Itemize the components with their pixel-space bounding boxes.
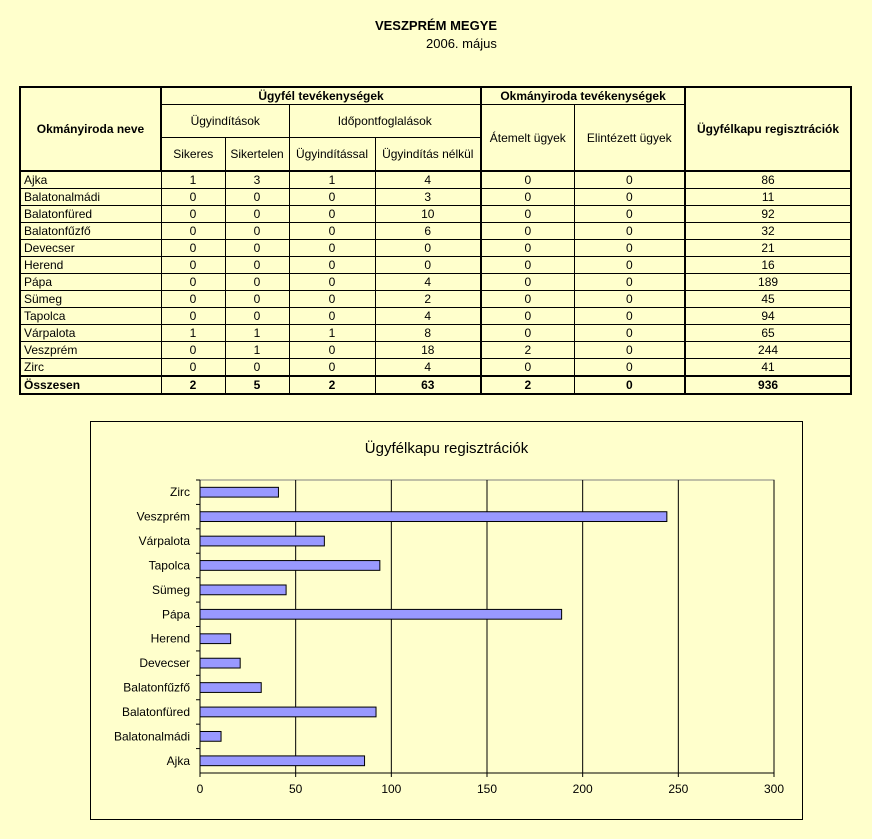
elintezett-cell: 0 bbox=[574, 223, 685, 240]
bar bbox=[200, 756, 365, 766]
elintezett-cell: 0 bbox=[574, 240, 685, 257]
y-tick-label: Devecser bbox=[139, 656, 190, 671]
bar bbox=[200, 561, 380, 571]
x-tick-label: 0 bbox=[196, 782, 204, 796]
atemelt-cell: 0 bbox=[481, 189, 574, 206]
nelkul-cell: 0 bbox=[375, 240, 481, 257]
table-row bbox=[20, 171, 851, 189]
chart-container bbox=[90, 421, 803, 820]
bar bbox=[200, 609, 562, 619]
sikertelen-cell: 0 bbox=[225, 206, 289, 223]
x-tick-label: 200 bbox=[572, 782, 593, 796]
sikertelen-cell: 5 bbox=[225, 376, 289, 394]
table-row bbox=[20, 342, 851, 359]
bar bbox=[200, 683, 261, 693]
y-tick-label: Sümeg bbox=[151, 582, 190, 597]
nelkul-cell: 6 bbox=[375, 223, 481, 240]
ugyinditassal-cell: 1 bbox=[289, 325, 375, 342]
atemelt-cell: 0 bbox=[481, 308, 574, 325]
header-settled: Elintézett ügyek bbox=[574, 105, 685, 172]
regisztracio-cell: 94 bbox=[685, 308, 851, 325]
regisztracio-cell: 244 bbox=[685, 342, 851, 359]
bar bbox=[200, 512, 667, 522]
office-name-cell: Herend bbox=[20, 257, 161, 274]
office-name-cell: Pápa bbox=[20, 274, 161, 291]
sikeres-cell: 0 bbox=[161, 342, 225, 359]
sikeres-cell: 0 bbox=[161, 206, 225, 223]
office-name-cell: Várpalota bbox=[20, 325, 161, 342]
ugyinditassal-cell: 0 bbox=[289, 206, 375, 223]
sikertelen-cell: 0 bbox=[225, 308, 289, 325]
header-with-initiation: Ügyindítással bbox=[289, 138, 375, 172]
regisztracio-cell: 32 bbox=[685, 223, 851, 240]
atemelt-cell: 0 bbox=[481, 206, 574, 223]
atemelt-cell: 0 bbox=[481, 274, 574, 291]
nelkul-cell: 4 bbox=[375, 171, 481, 189]
x-tick-label: 300 bbox=[763, 782, 785, 796]
regisztracio-cell: 936 bbox=[685, 376, 851, 394]
bar bbox=[200, 634, 231, 644]
ugyinditassal-cell: 0 bbox=[289, 257, 375, 274]
table-row bbox=[20, 223, 851, 240]
page-date: 2006. május bbox=[426, 36, 497, 51]
nelkul-cell: 3 bbox=[375, 189, 481, 206]
office-name-cell: Balatonfüred bbox=[20, 206, 161, 223]
regisztracio-cell: 41 bbox=[685, 359, 851, 377]
regisztracio-cell: 92 bbox=[685, 206, 851, 223]
y-tick-label: Tapolca bbox=[148, 558, 190, 573]
header-success: Sikeres bbox=[161, 138, 225, 172]
ugyinditassal-cell: 1 bbox=[289, 171, 375, 189]
atemelt-cell: 0 bbox=[481, 223, 574, 240]
total-row bbox=[20, 376, 851, 394]
table-row bbox=[20, 308, 851, 325]
office-name-cell: Veszprém bbox=[20, 342, 161, 359]
elintezett-cell: 0 bbox=[574, 342, 685, 359]
table-row bbox=[20, 274, 851, 291]
table-row bbox=[20, 189, 851, 206]
sikertelen-cell: 0 bbox=[225, 291, 289, 308]
sikertelen-cell: 0 bbox=[225, 240, 289, 257]
regisztracio-cell: 16 bbox=[685, 257, 851, 274]
nelkul-cell: 63 bbox=[375, 376, 481, 394]
sikertelen-cell: 1 bbox=[225, 342, 289, 359]
office-name-cell: Balatonalmádi bbox=[20, 189, 161, 206]
bar-chart bbox=[91, 422, 802, 819]
x-tick-label: 50 bbox=[288, 782, 303, 796]
header-portal-registrations: Ügyfélkapu regisztrációk bbox=[685, 87, 851, 171]
page-title: VESZPRÉM MEGYE bbox=[374, 18, 498, 33]
office-name-cell: Ajka bbox=[20, 171, 161, 189]
nelkul-cell: 4 bbox=[375, 359, 481, 377]
nelkul-cell: 4 bbox=[375, 308, 481, 325]
header-office-name: Okmányiroda neve bbox=[20, 87, 161, 171]
bar bbox=[200, 487, 278, 497]
nelkul-cell: 8 bbox=[375, 325, 481, 342]
elintezett-cell: 0 bbox=[574, 325, 685, 342]
atemelt-cell: 2 bbox=[481, 342, 574, 359]
bar bbox=[200, 536, 324, 546]
bar bbox=[200, 585, 286, 595]
sikertelen-cell: 0 bbox=[225, 359, 289, 377]
ugyinditassal-cell: 0 bbox=[289, 189, 375, 206]
header-office-activities: Okmányiroda tevékenységek bbox=[481, 87, 685, 105]
sikeres-cell: 0 bbox=[161, 240, 225, 257]
office-name-cell: Zirc bbox=[20, 359, 161, 377]
sikeres-cell: 2 bbox=[161, 376, 225, 394]
ugyinditassal-cell: 0 bbox=[289, 223, 375, 240]
nelkul-cell: 2 bbox=[375, 291, 481, 308]
ugyinditassal-cell: 0 bbox=[289, 359, 375, 377]
header-without-initiation: Ügyindítás nélkül bbox=[375, 138, 481, 172]
atemelt-cell: 0 bbox=[481, 257, 574, 274]
y-tick-label: Várpalota bbox=[138, 534, 190, 549]
bar bbox=[200, 658, 240, 668]
sikertelen-cell: 3 bbox=[225, 171, 289, 189]
table-row bbox=[20, 359, 851, 377]
nelkul-cell: 4 bbox=[375, 274, 481, 291]
elintezett-cell: 0 bbox=[574, 171, 685, 189]
atemelt-cell: 2 bbox=[481, 376, 574, 394]
elintezett-cell: 0 bbox=[574, 257, 685, 274]
elintezett-cell: 0 bbox=[574, 291, 685, 308]
atemelt-cell: 0 bbox=[481, 240, 574, 257]
header-appointments: Időpontfoglalások bbox=[289, 105, 481, 138]
header-initiations: Ügyindítások bbox=[161, 105, 289, 138]
table-row bbox=[20, 240, 851, 257]
table-row bbox=[20, 291, 851, 308]
regisztracio-cell: 21 bbox=[685, 240, 851, 257]
elintezett-cell: 0 bbox=[574, 308, 685, 325]
sikeres-cell: 0 bbox=[161, 291, 225, 308]
header-transferred: Átemelt ügyek bbox=[481, 105, 574, 172]
x-tick-label: 150 bbox=[476, 782, 498, 796]
atemelt-cell: 0 bbox=[481, 359, 574, 377]
ugyinditassal-cell: 0 bbox=[289, 240, 375, 257]
y-tick-label: Herend bbox=[150, 631, 190, 646]
office-name-cell: Devecser bbox=[20, 240, 161, 257]
ugyinditassal-cell: 0 bbox=[289, 308, 375, 325]
table-row bbox=[20, 325, 851, 342]
sikeres-cell: 0 bbox=[161, 359, 225, 377]
ugyinditassal-cell: 0 bbox=[289, 274, 375, 291]
sikertelen-cell: 0 bbox=[225, 189, 289, 206]
elintezett-cell: 0 bbox=[574, 189, 685, 206]
elintezett-cell: 0 bbox=[574, 359, 685, 377]
y-tick-label: Veszprém bbox=[136, 509, 190, 524]
nelkul-cell: 18 bbox=[375, 342, 481, 359]
y-tick-label: Ajka bbox=[166, 753, 190, 768]
elintezett-cell: 0 bbox=[574, 376, 685, 394]
sikeres-cell: 0 bbox=[161, 223, 225, 240]
sikertelen-cell: 0 bbox=[225, 257, 289, 274]
office-name-cell: Összesen bbox=[20, 376, 161, 394]
statistics-table bbox=[19, 86, 852, 395]
atemelt-cell: 0 bbox=[481, 325, 574, 342]
office-name-cell: Sümeg bbox=[20, 291, 161, 308]
chart-title: Ügyfélkapu regisztrációk bbox=[364, 440, 529, 457]
header-fail: Sikertelen bbox=[225, 138, 289, 172]
x-tick-label: 100 bbox=[381, 782, 402, 796]
sikertelen-cell: 0 bbox=[225, 274, 289, 291]
bar bbox=[200, 731, 221, 741]
ugyinditassal-cell: 2 bbox=[289, 376, 375, 394]
sikeres-cell: 0 bbox=[161, 257, 225, 274]
regisztracio-cell: 189 bbox=[685, 274, 851, 291]
regisztracio-cell: 65 bbox=[685, 325, 851, 342]
sikertelen-cell: 0 bbox=[225, 223, 289, 240]
sikeres-cell: 0 bbox=[161, 308, 225, 325]
y-tick-label: Pápa bbox=[161, 607, 190, 622]
regisztracio-cell: 45 bbox=[685, 291, 851, 308]
regisztracio-cell: 86 bbox=[685, 171, 851, 189]
table-row bbox=[20, 206, 851, 223]
sikeres-cell: 1 bbox=[161, 171, 225, 189]
bar bbox=[200, 707, 376, 717]
sikeres-cell: 1 bbox=[161, 325, 225, 342]
regisztracio-cell: 11 bbox=[685, 189, 851, 206]
elintezett-cell: 0 bbox=[574, 206, 685, 223]
header-client-activities: Ügyfél tevékenységek bbox=[161, 87, 481, 105]
office-name-cell: Tapolca bbox=[20, 308, 161, 325]
sikeres-cell: 0 bbox=[161, 189, 225, 206]
office-name-cell: Balatonfűzfő bbox=[20, 223, 161, 240]
sikeres-cell: 0 bbox=[161, 274, 225, 291]
y-tick-label: Balatonfűzfő bbox=[123, 680, 190, 695]
nelkul-cell: 0 bbox=[375, 257, 481, 274]
ugyinditassal-cell: 0 bbox=[289, 291, 375, 308]
elintezett-cell: 0 bbox=[574, 274, 685, 291]
atemelt-cell: 0 bbox=[481, 171, 574, 189]
y-tick-label: Zirc bbox=[170, 485, 190, 500]
sikertelen-cell: 1 bbox=[225, 325, 289, 342]
table-row bbox=[20, 257, 851, 274]
y-tick-label: Balatonfüred bbox=[121, 704, 190, 719]
y-tick-label: Balatonalmádi bbox=[113, 729, 190, 744]
ugyinditassal-cell: 0 bbox=[289, 342, 375, 359]
x-tick-label: 250 bbox=[668, 782, 689, 796]
nelkul-cell: 10 bbox=[375, 206, 481, 223]
atemelt-cell: 0 bbox=[481, 291, 574, 308]
